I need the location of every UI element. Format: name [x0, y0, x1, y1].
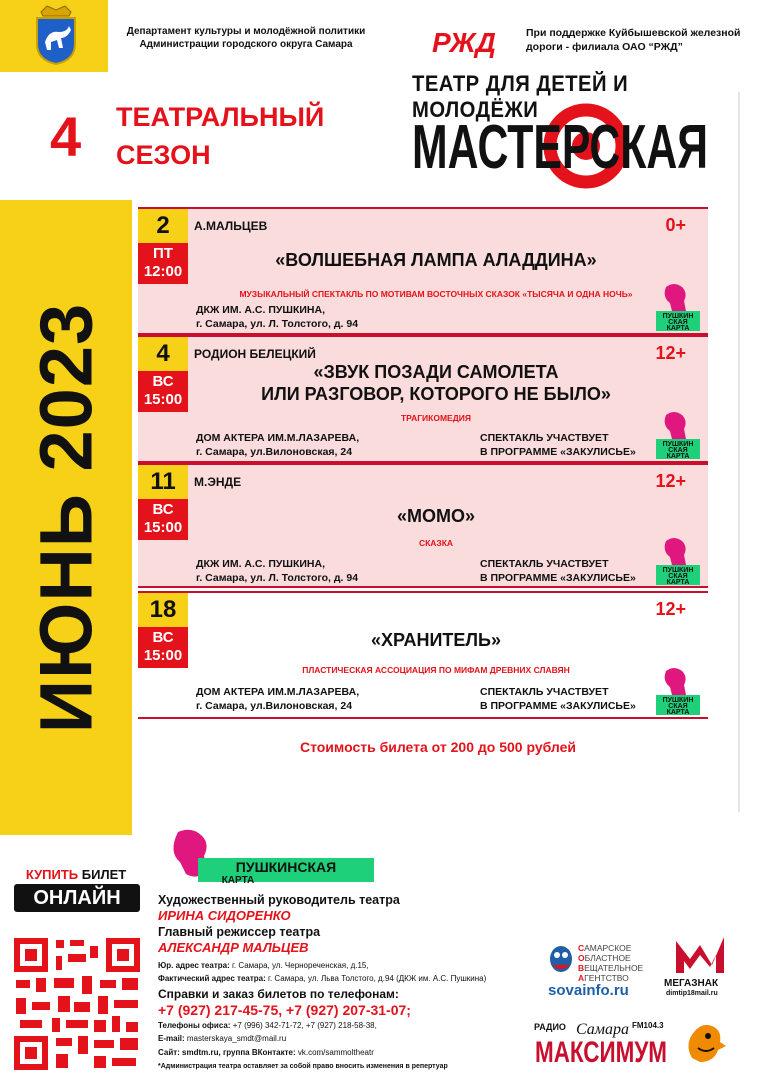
sova-cap-4: А — [578, 973, 585, 983]
pk-line-2: СКАЯ — [668, 573, 688, 580]
event-time: 15:00 — [143, 391, 183, 408]
program-line-1: СПЕКТАКЛЬ УЧАСТВУЕТ — [480, 686, 609, 698]
pk-line-1: ПУШКИН — [662, 313, 694, 320]
event-time: 15:00 — [143, 519, 183, 536]
event-card — [138, 335, 708, 463]
sova-line-3 — [578, 963, 643, 973]
theater-logo — [410, 98, 710, 194]
event-title — [194, 629, 678, 651]
website-value[interactable]: vk.com/sammoltheatr — [295, 1048, 374, 1057]
venue-name: ДОМ АКТЕРА ИМ.М.ЛАЗАРЕВА, — [196, 432, 360, 444]
venue-name: ДКЖ ИМ. А.С. ПУШКИНА, — [196, 558, 326, 570]
email-label: E-mail: — [158, 1034, 185, 1043]
actual-address — [158, 974, 486, 983]
sova-cap-2: О — [578, 953, 585, 963]
pk-line-3: КАРТА — [666, 325, 690, 332]
rzd-logo-text: РЖД — [432, 27, 496, 58]
event-day: 11 — [138, 465, 188, 499]
venue-address: г. Самара, ул. Л. Толстого, д. 94 — [196, 572, 359, 584]
pk-line-3: КАРТА — [666, 579, 690, 586]
right-divider — [738, 92, 740, 812]
megaznak-name: МЕГАЗНАК — [664, 978, 719, 989]
event-title-line-1: «МОМО» — [396, 506, 475, 526]
event-venue — [196, 303, 358, 331]
department-text — [116, 25, 376, 51]
sova-agency-name — [578, 943, 643, 983]
event-author: А.МАЛЬЦЕВ — [194, 219, 268, 233]
director-name: ИРИНА СИДОРЕНКО — [158, 908, 291, 923]
event-venue — [196, 431, 359, 459]
event-day: 18 — [138, 593, 188, 627]
pushkin-card-line-1: ПУШКИНСКАЯ — [235, 859, 337, 875]
event-genre: СКАЗКА — [418, 538, 454, 548]
pk-line-3: КАРТА — [666, 453, 690, 460]
pushkin-card-icon — [652, 409, 702, 461]
event-date — [138, 593, 188, 668]
pushkin-card-line-2: КАРТА — [221, 875, 255, 886]
theater-name: МАСТЕРСКАЯ — [412, 113, 708, 182]
sova-line-1 — [578, 943, 643, 953]
event-time: 15:00 — [143, 647, 183, 664]
radio-maximum-logo — [534, 1018, 668, 1069]
booking-phones[interactable]: +7 (927) 217-45-75, +7 (927) 207-31-07; — [158, 1002, 411, 1018]
event-card — [138, 463, 708, 588]
event-date — [138, 465, 188, 540]
event-title-line-1: «ВОЛШЕБНАЯ ЛАМПА АЛАДДИНА» — [275, 250, 597, 270]
disclaimer: *Администрация театра оставляет за собой право вносить изменения в репертуар — [158, 1063, 448, 1070]
phones-title: Справки и заказ билетов по телефонам: — [158, 987, 399, 1001]
radio-city: Самара — [576, 1021, 629, 1038]
pk-line-2: СКАЯ — [668, 447, 688, 454]
program-line-2: В ПРОГРАММЕ «ЗАКУЛИСЬЕ» — [480, 700, 636, 712]
megaznak-logo-icon — [672, 935, 728, 975]
pk-line-1: ПУШКИН — [662, 697, 694, 704]
office-phones — [158, 1021, 377, 1030]
season-label — [116, 98, 376, 174]
event-day: 4 — [138, 337, 188, 371]
actual-address-value: г. Самара, ул. Льва Толстого, д.94 (ДКЖ им. А.С. Пушкина) — [265, 974, 487, 983]
event-weekday-time — [138, 499, 188, 540]
event-weekday: ВС — [152, 501, 174, 518]
event-title — [194, 505, 678, 527]
program-line-1: СПЕКТАКЛЬ УЧАСТВУЕТ — [480, 432, 609, 444]
event-time: 12:00 — [143, 263, 183, 280]
actual-address-label: Фактический адрес театра: — [158, 974, 266, 983]
rzd-logo — [430, 26, 510, 56]
event-program-note — [480, 685, 636, 713]
event-title-line-1: «ХРАНИТЕЛЬ» — [371, 630, 501, 650]
pk-line-2: СКАЯ — [668, 319, 688, 326]
sova-word-4: ГЕНТСТВО — [584, 973, 629, 983]
event-venue — [196, 685, 359, 713]
program-line-2: В ПРОГРАММЕ «ЗАКУЛИСЬЕ» — [480, 446, 636, 458]
rzd-line-2: дороги - филиала ОАО “РЖД” — [526, 41, 683, 53]
dept-line-1: Департамент культуры и молодёжной политики — [126, 26, 366, 37]
event-age-rating: 12+ — [655, 599, 686, 619]
pushkin-card-icon — [652, 535, 702, 587]
director-role: Художественный руководитель театра — [158, 893, 400, 907]
venue-name: ДКЖ ИМ. А.С. ПУШКИНА, — [196, 304, 326, 316]
venue-name: ДОМ АКТЕРА ИМ.М.ЛАЗАРЕВА, — [196, 686, 360, 698]
rzd-line-1: При поддержке Куйбышевской железной — [526, 27, 741, 39]
event-weekday-time — [138, 627, 188, 668]
event-weekday-time — [138, 371, 188, 412]
duck-logo-icon — [682, 1018, 728, 1064]
event-date — [138, 337, 188, 412]
legal-address — [158, 961, 369, 970]
ticket-price: Стоимость билета от 200 до 500 рублей — [299, 739, 577, 755]
event-card — [138, 207, 708, 335]
website-label: Сайт: smdtm.ru, группа ВКонтакте: — [158, 1048, 296, 1057]
email-value[interactable]: masterskaya_smdt@mail.ru — [184, 1034, 287, 1043]
pk-line-1: ПУШКИН — [662, 441, 694, 448]
sova-word-1: АМАРСКОЕ — [584, 943, 632, 953]
pk-line-2: СКАЯ — [668, 703, 688, 710]
samara-coat-of-arms-icon — [33, 4, 79, 66]
buy-word-2: БИЛЕТ — [81, 867, 127, 882]
sova-word-2: БЛАСТНОЕ — [584, 953, 631, 963]
event-weekday: ВС — [152, 373, 174, 390]
pk-line-3: КАРТА — [666, 709, 690, 716]
office-phones-label: Телефоны офиса: — [158, 1021, 231, 1030]
email[interactable] — [158, 1034, 286, 1043]
pushkin-card-icon — [652, 665, 702, 717]
event-author: РОДИОН БЕЛЕЦКИЙ — [194, 347, 316, 361]
event-program-note — [480, 431, 636, 459]
event-weekday-time — [138, 243, 188, 284]
event-weekday: ПТ — [153, 245, 173, 262]
theater-subtitle: ТЕАТР ДЛЯ ДЕТЕЙ И МОЛОДЁЖИ — [412, 71, 629, 122]
radio-label: РАДИО — [534, 1022, 566, 1032]
venue-address: г. Самара, ул.Вилоновская, 24 — [196, 700, 353, 712]
qr-code-icon[interactable] — [12, 936, 142, 1072]
dept-line-2: Администрации городского округа Самара — [139, 39, 353, 50]
venue-address: г. Самара, ул. Л. Толстого, д. 94 — [196, 318, 359, 330]
chief-director-role: Главный режиссер театра — [158, 925, 321, 939]
buy-ticket-label — [12, 867, 140, 882]
website[interactable] — [158, 1048, 374, 1057]
event-age-rating: 12+ — [655, 343, 686, 363]
radio-frequency: FM104.3 — [632, 1021, 664, 1030]
event-age-rating: 12+ — [655, 471, 686, 491]
legal-address-label: Юр. адрес театра: — [158, 961, 230, 970]
month-label: ИЮНЬ 2023 — [24, 302, 108, 734]
event-title — [194, 361, 678, 405]
event-weekday: ВС — [152, 629, 174, 646]
legal-address-value: г. Самара, ул. Чернореченская, д.15, — [229, 961, 369, 970]
rzd-support-text — [526, 26, 758, 54]
office-phones-value: +7 (996) 342-71-72, +7 (927) 218-58-38, — [230, 1021, 377, 1030]
chief-director-name: АЛЕКСАНДР МАЛЬЦЕВ — [158, 940, 309, 955]
sova-site[interactable]: sovainfo.ru — [548, 982, 629, 999]
megaznak-email[interactable]: dimtip18mail.ru — [666, 990, 718, 997]
event-title-line-2: ИЛИ РАЗГОВОР, КОТОРОГО НЕ БЫЛО» — [261, 384, 611, 404]
venue-address: г. Самара, ул.Вилоновская, 24 — [196, 446, 353, 458]
buy-word-1: КУПИТЬ — [25, 867, 79, 882]
event-program-note — [480, 557, 636, 585]
sova-word-3: ЕЩАТЕЛЬНОЕ — [584, 963, 644, 973]
sova-cap-1: С — [578, 943, 585, 953]
event-age-rating: 0+ — [665, 215, 686, 235]
season-line-1: ТЕАТРАЛЬНЫЙ — [116, 102, 325, 132]
event-card — [138, 591, 708, 719]
event-author: М.ЭНДЕ — [194, 475, 242, 489]
event-day: 2 — [138, 209, 188, 243]
event-title-line-1: «ЗВУК ПОЗАДИ САМОЛЕТА — [313, 362, 559, 382]
event-venue — [196, 557, 358, 585]
sova-cap-3: В — [578, 963, 585, 973]
event-genre: ПЛАСТИЧЕСКАЯ АССОЦИАЦИЯ ПО МИФАМ ДРЕВНИХ СЛАВЯН — [302, 665, 570, 675]
sova-owl-icon — [548, 943, 574, 973]
program-line-2: В ПРОГРАММЕ «ЗАКУЛИСЬЕ» — [480, 572, 636, 584]
pushkin-card-icon — [652, 281, 702, 333]
sova-line-2 — [578, 953, 643, 963]
event-genre: МУЗЫКАЛЬНЫЙ СПЕКТАКЛЬ ПО МОТИВАМ ВОСТОЧНЫХ СКАЗОК «ТЫСЯЧА И ОДНА НОЧЬ» — [239, 289, 633, 299]
event-genre: ТРАГИКОМЕДИЯ — [400, 413, 471, 423]
program-line-1: СПЕКТАКЛЬ УЧАСТВУЕТ — [480, 558, 609, 570]
pushkin-card-logo — [158, 828, 378, 896]
event-title — [194, 249, 678, 271]
season-number: 4 — [50, 105, 82, 168]
season-line-2: СЕЗОН — [116, 140, 211, 170]
radio-name: МАКСИМУМ — [535, 1036, 667, 1069]
buy-online-button[interactable]: ОНЛАЙН — [14, 884, 140, 912]
pk-line-1: ПУШКИН — [662, 567, 694, 574]
event-date — [138, 209, 188, 284]
